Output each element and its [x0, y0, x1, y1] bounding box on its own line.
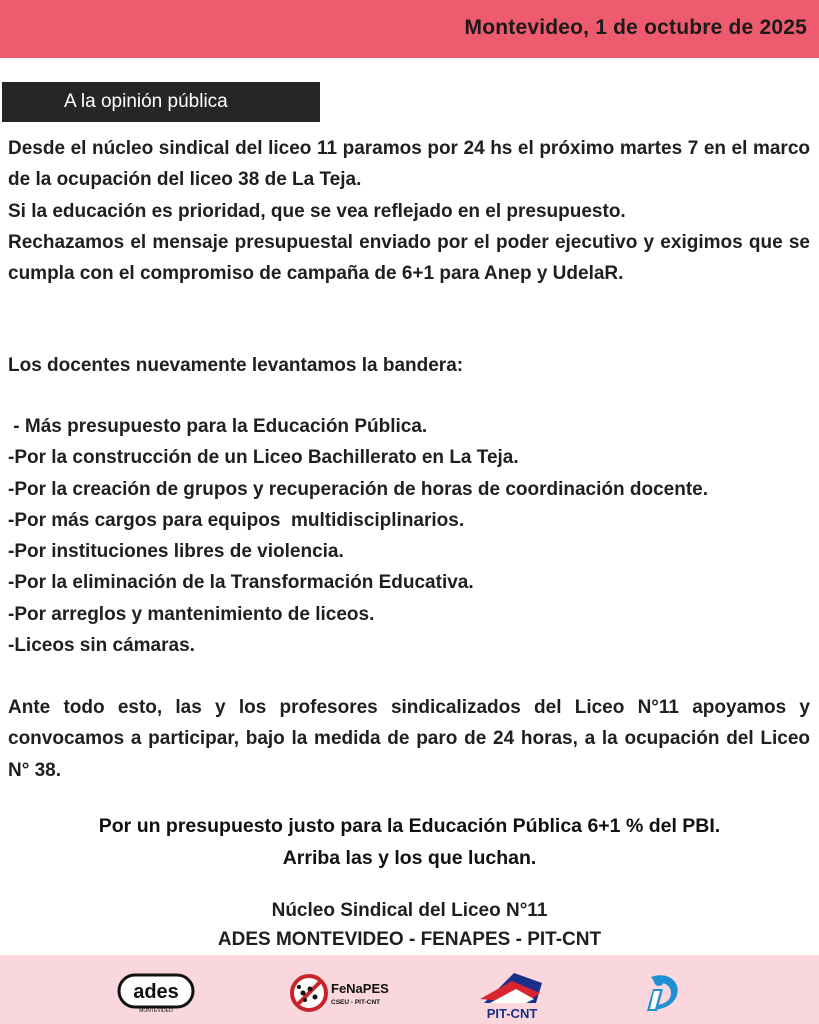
closing-paragraph: Ante todo esto, las y los profesores sindicalizados del Liceo N°11 apoyamos y convocamos a participar, bajo la medida de paro de 24 horas, a la ocupación del Liceo N° 38. [8, 697, 810, 781]
demand-item: -Por instituciones libres de violencia. [8, 541, 344, 563]
fenapes-logo [285, 971, 407, 1013]
info-i-logo [637, 971, 683, 1015]
pitcnt-logo [476, 969, 548, 1021]
paragraph-line: Desde el núcleo sindical del liceo 11 paramos por 24 hs el próximo martes 7 en el marco de la ocupación del liceo 38 de La Teja. [8, 138, 810, 191]
fenapes-logo-text: FeNaPES [331, 981, 389, 996]
demand-item: -Liceos sin cámaras. [8, 635, 195, 657]
demand-item: -Por más cargos para equipos multidisciplinarios. [8, 509, 465, 531]
ades-logo-text: ades [133, 981, 179, 1003]
paragraph-line: Rechazamos el mensaje presupuestal enviado por el poder ejecutivo y exigimos que se cumpla con el compromiso de campaña de 6+1 para Anep y UdelaR. [8, 231, 810, 285]
slogan-line: Por un presupuesto justo para la Educación Pública 6+1 % del PBI. [98, 815, 721, 837]
ades-logo-subtext: MONTEVIDEO [139, 1008, 173, 1013]
ades-logo [117, 973, 195, 1013]
document-title: A la opinión pública [64, 91, 228, 112]
footer-logos [0, 955, 819, 1024]
demand-item: -Por la construcción de un Liceo Bachillerato en La Teja. [8, 447, 519, 469]
fenapes-logo-subtext: CSEU - PIT-CNT [331, 999, 381, 1006]
signature-line: Núcleo Sindical del Liceo N°11 [271, 900, 548, 921]
demand-item: -Por arreglos y mantenimiento de liceos. [8, 603, 375, 625]
pitcnt-logo-text: PIT-CNT [486, 1006, 538, 1021]
slogans [0, 810, 819, 874]
demands-intro: Los docentes nuevamente levantamos la bandera: [8, 355, 464, 376]
demands-list [8, 411, 810, 661]
signature [0, 896, 819, 954]
slogan-line: Arriba las y los que luchan. [282, 847, 537, 869]
demand-item: - Más presupuesto para la Educación Pública. [8, 416, 428, 437]
opening-paragraphs [8, 133, 810, 289]
signature-line: ADES MONTEVIDEO - FENAPES - PIT-CNT [217, 929, 602, 950]
header-bar [0, 0, 819, 58]
demand-item: -Por la creación de grupos y recuperación de horas de coordinación docente. [8, 478, 709, 500]
document-date: Montevideo, 1 de octubre de 2025 [464, 16, 807, 39]
paragraph-line: Si la educación es prioridad, que se vea reflejado en el presupuesto. [8, 200, 626, 222]
demand-item: -Por la eliminación de la Transformación Educativa. [8, 572, 474, 594]
heading-banner [2, 82, 320, 122]
